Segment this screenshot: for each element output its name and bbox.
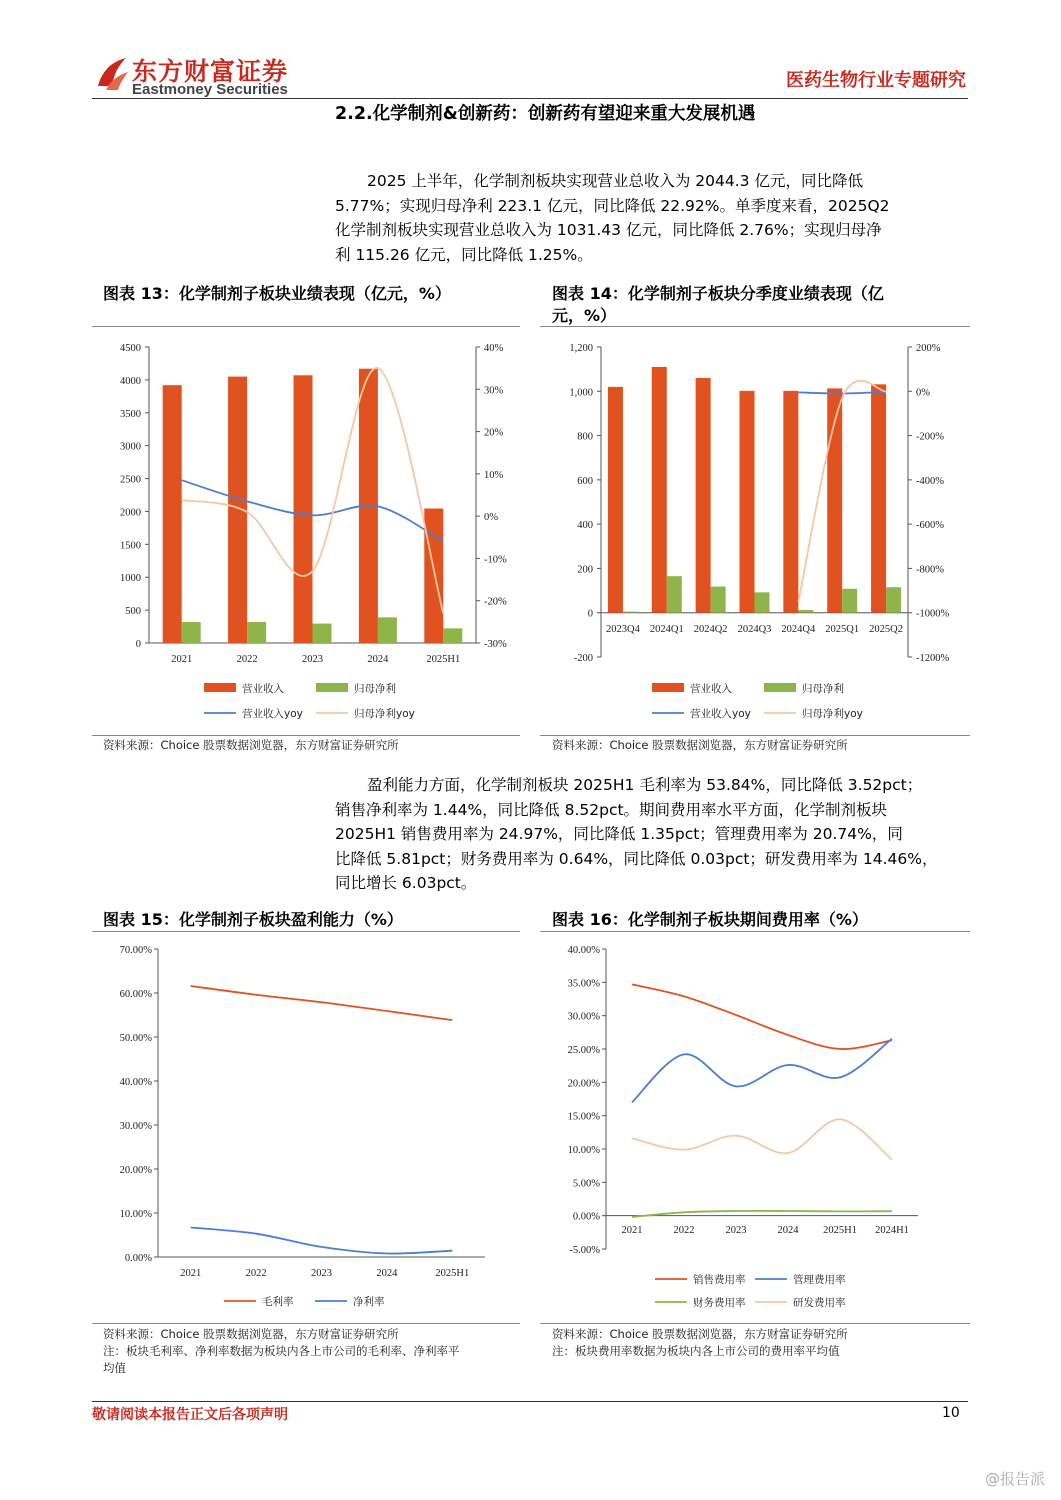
y-tick-label-right: -1200% (916, 653, 950, 664)
figure-15-source: 资料来源：Choice 股票数据浏览器，东方财富证券研究所 (103, 1327, 399, 1341)
bar-net-profit (182, 622, 201, 643)
y-tick-label-left: 2500 (120, 474, 141, 486)
y-tick-label-left: 0 (135, 639, 141, 650)
paragraph-1-line: 5.77%；实现归母净利 223.1 亿元，同比降低 22.92%。单季度来看，2025Q2 (335, 196, 890, 215)
y-tick-label: 30.00% (119, 1121, 152, 1132)
y-tick-label-right: -30% (484, 639, 507, 650)
y-tick-label-left: 600 (577, 475, 593, 487)
figure-15-note-line2: 均值 (103, 1361, 126, 1375)
bar-net-profit (755, 592, 770, 612)
figure-16-chart (540, 935, 970, 1320)
x-tick-label: 2021 (180, 1268, 202, 1279)
figure-15-note-line1: 注：板块毛利率、净利率数据为板块内各上市公司的毛利率、净利率平 (103, 1344, 460, 1358)
paragraph-1-line: 2025 上半年，化学制剂板块实现营业总收入为 2044.3 亿元，同比降低 (367, 172, 863, 190)
y-tick-label-right: 30% (484, 385, 504, 397)
y-tick-label: 40.00% (119, 1077, 152, 1088)
figure-14-title-line1: 图表 14：化学制剂子板块分季度业绩表现（亿 (552, 284, 884, 303)
y-tick-label: 0.00% (572, 1211, 600, 1223)
x-tick-label: 2022 (673, 1225, 695, 1236)
x-tick-label: 2024Q1 (649, 624, 684, 635)
y-tick-label: 20.00% (567, 1078, 600, 1090)
x-tick-label: 2025Q1 (825, 624, 860, 635)
bar-net-profit (378, 617, 397, 643)
figure-15-top-rule (92, 931, 520, 932)
x-tick-label: 2024Q2 (693, 624, 728, 635)
legend-label: 归母净利 (354, 683, 396, 695)
bar-revenue (783, 391, 798, 613)
y-tick-label: 60.00% (119, 989, 152, 1000)
bar-net-profit (886, 587, 901, 613)
bar-net-profit (623, 612, 638, 613)
brand-logo (92, 52, 312, 100)
figure-14-bottom-rule (540, 735, 970, 736)
section-title: 2.2.化学制剂&创新药：创新药有望迎来重大发展机遇 (335, 104, 756, 124)
legend-swatch (204, 683, 236, 692)
header-rule (92, 98, 968, 99)
footer-rule (92, 1401, 968, 1402)
y-tick-label-left: 4500 (120, 343, 141, 354)
y-tick-label-left: 800 (577, 431, 593, 443)
y-tick-label: 40.00% (567, 945, 600, 956)
logo-mark-icon (92, 52, 132, 92)
figure-13-title: 图表 13：化学制剂子板块业绩表现（亿元，%） (103, 284, 451, 303)
figure-14-chart (540, 330, 970, 730)
y-tick-label-right: -20% (484, 596, 507, 608)
y-tick-label: 0.00% (124, 1253, 152, 1264)
legend-swatch (652, 683, 684, 692)
figure-13-chart (92, 330, 522, 730)
x-tick-label: 2021 (171, 654, 193, 665)
y-tick-label: 10.00% (567, 1145, 600, 1156)
y-tick-label: 15.00% (567, 1111, 600, 1123)
y-tick-label-left: 3000 (120, 441, 141, 453)
y-tick-label-right: 20% (484, 427, 504, 439)
y-tick-label: 10.00% (119, 1209, 152, 1220)
legend-label: 净利率 (353, 1296, 385, 1308)
figure-15-bottom-rule (92, 1323, 520, 1324)
bar-revenue (871, 384, 886, 612)
legend-label: 归母净利yoy (802, 708, 863, 720)
paragraph-2-line: 同比增长 6.03pct。 (335, 874, 477, 892)
figure-14-top-rule (540, 326, 970, 327)
legend-label: 财务费用率 (693, 1297, 746, 1309)
legend-label: 营业收入 (242, 683, 284, 695)
y-tick-label-right: -200% (916, 431, 944, 443)
figure-13-bottom-rule (92, 735, 520, 736)
x-tick-label: 2025Q2 (869, 624, 903, 635)
x-tick-label: 2025H1 (426, 654, 461, 665)
y-tick-label-left: 1000 (120, 573, 141, 585)
paragraph-2 (335, 773, 970, 896)
x-tick-label: 2022 (236, 654, 258, 665)
figure-14-source: 资料来源：Choice 股票数据浏览器，东方财富证券研究所 (552, 738, 848, 752)
paragraph-1 (335, 169, 970, 267)
x-tick-label: 2024 (376, 1268, 398, 1279)
paragraph-2-line: 盈利能力方面，化学制剂板块 2025H1 毛利率为 53.84%，同比降低 3.52pct； (367, 776, 923, 794)
bar-revenue (424, 509, 443, 643)
y-tick-label: 70.00% (119, 945, 152, 956)
bar-net-profit (247, 622, 266, 643)
y-tick-label-right: 0% (916, 387, 930, 399)
bar-net-profit (711, 587, 726, 613)
paragraph-2-line: 比降低 5.81pct；财务费用率为 0.64%，同比降低 0.03pct；研发费用率为 14.46%， (335, 849, 938, 868)
y-tick-label-right: -1000% (916, 608, 950, 620)
legend-label: 营业收入 (690, 683, 732, 695)
y-tick-label-left: 3500 (120, 408, 141, 420)
bar-revenue (608, 387, 623, 613)
series-line (191, 986, 453, 1020)
x-tick-label: 2024 (777, 1225, 799, 1236)
legend-label: 研发费用率 (793, 1297, 846, 1309)
y-tick-label-left: 1,200 (569, 343, 593, 354)
y-tick-label: 30.00% (567, 1011, 600, 1023)
bar-net-profit (798, 610, 813, 613)
series-line (632, 1119, 892, 1159)
y-tick-label-right: -600% (916, 520, 944, 532)
legend-swatch (316, 683, 348, 692)
paragraph-1-line: 利 115.26 亿元，同比降低 1.25%。 (335, 245, 593, 264)
bar-net-profit (842, 589, 857, 613)
figure-16-note: 注：板块费用率数据为板块内各上市公司的费用率平均值 (552, 1344, 840, 1358)
x-tick-label: 2023 (311, 1268, 332, 1279)
x-tick-label: 2025H1 (435, 1268, 470, 1279)
bar-revenue (652, 367, 667, 613)
y-tick-label-left: -200 (573, 653, 593, 664)
y-tick-label-left: 0 (587, 608, 593, 620)
figure-15-title: 图表 15：化学制剂子板块盈利能力（%） (103, 910, 403, 929)
y-tick-label: 20.00% (119, 1165, 152, 1176)
y-tick-label: 25.00% (567, 1045, 600, 1056)
bar-revenue (294, 375, 313, 643)
y-tick-label-right: 40% (484, 343, 504, 354)
series-line (191, 1228, 453, 1254)
footer-disclaimer: 敬请阅读本报告正文后各项声明 (92, 1407, 288, 1423)
y-tick-label-right: -10% (484, 554, 507, 566)
y-tick-label-left: 4000 (120, 375, 141, 387)
y-tick-label: -5.00% (569, 1245, 600, 1256)
y-tick-label: 35.00% (567, 978, 600, 990)
legend-label: 营业收入yoy (242, 708, 303, 720)
y-tick-label: 50.00% (119, 1033, 152, 1044)
x-tick-label: 2021 (621, 1225, 643, 1236)
y-tick-label-left: 2000 (120, 507, 141, 519)
bar-net-profit (667, 576, 682, 613)
y-tick-label-left: 500 (125, 606, 141, 618)
y-tick-label-right: -800% (916, 564, 944, 576)
x-tick-label: 2024Q3 (737, 624, 772, 635)
y-tick-label-right: 200% (916, 343, 941, 354)
bar-revenue (740, 391, 755, 613)
legend-label: 销售费用率 (693, 1274, 746, 1286)
figure-16-title: 图表 16：化学制剂子板块期间费用率（%） (552, 910, 868, 929)
legend-label: 管理费用率 (793, 1274, 846, 1286)
y-tick-label: 5.00% (572, 1178, 600, 1190)
figure-13-source: 资料来源：Choice 股票数据浏览器，东方财富证券研究所 (103, 738, 399, 752)
figure-16-bottom-rule (540, 1323, 970, 1324)
y-tick-label-left: 1500 (120, 540, 141, 552)
x-tick-label: 2025H1 (823, 1225, 857, 1236)
watermark: @报告派 (985, 1470, 1046, 1488)
legend-label: 营业收入yoy (690, 708, 751, 720)
figure-16-top-rule (540, 931, 970, 932)
x-tick-label: 2023 (725, 1225, 747, 1236)
logo-text-cn: 东方财富证券 (132, 57, 289, 86)
y-tick-label-left: 1,000 (569, 387, 593, 399)
bar-revenue (163, 385, 182, 643)
paragraph-2-line: 销售净利率为 1.44%，同比降低 8.52pct。期间费用率水平方面，化学制剂板块 (335, 800, 888, 819)
x-tick-label: 2022 (245, 1268, 267, 1279)
x-tick-label: 2024Q4 (781, 624, 816, 635)
x-tick-label: 2023 (302, 654, 323, 665)
x-tick-label: 2023Q4 (606, 624, 640, 635)
figure-14-title-line2: 元，%） (552, 306, 617, 325)
logo-text-en: Eastmoney Securities (132, 81, 288, 98)
y-tick-label-right: 0% (484, 512, 498, 524)
page-number: 10 (942, 1405, 960, 1421)
figure-15-chart (92, 935, 522, 1320)
legend-label: 毛利率 (262, 1296, 294, 1308)
bar-net-profit (443, 628, 462, 643)
legend-label: 归母净利yoy (354, 708, 415, 720)
paragraph-2-line: 2025H1 销售费用率为 24.97%，同比降低 1.35pct；管理费用率为 20.74%，同 (335, 825, 903, 843)
paragraph-1-line: 化学制剂板块实现营业总收入为 1031.43 亿元，同比降低 2.76%；实现归母净 (335, 221, 882, 239)
bar-net-profit (313, 624, 332, 643)
y-tick-label-left: 400 (577, 520, 593, 532)
y-tick-label-right: 10% (484, 469, 504, 481)
x-tick-label: 2024 (367, 654, 389, 665)
legend-label: 归母净利 (802, 683, 844, 695)
bar-revenue (696, 378, 711, 613)
series-line (632, 984, 892, 1049)
legend-swatch (764, 683, 796, 692)
figure-16-source: 资料来源：Choice 股票数据浏览器，东方财富证券研究所 (552, 1327, 848, 1341)
report-type: 医药生物行业专题研究 (786, 70, 966, 91)
y-tick-label-right: -400% (916, 475, 944, 487)
y-tick-label-left: 200 (577, 564, 593, 576)
x-tick-label: 2024H1 (875, 1225, 909, 1236)
figure-13-top-rule (92, 326, 520, 327)
